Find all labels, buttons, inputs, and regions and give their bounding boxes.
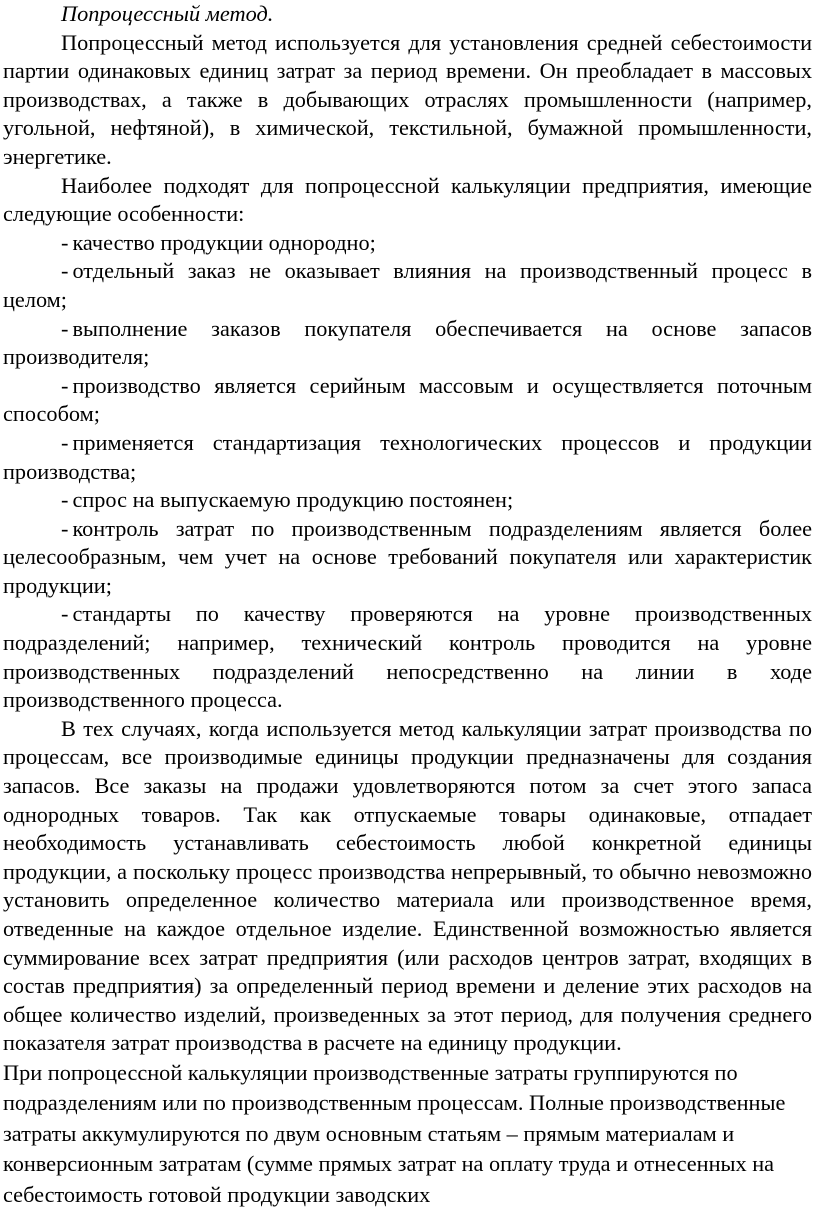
list-item-text: спрос на выпускаемую продукцию постоянен; <box>72 487 514 513</box>
list-item-text: качество продукции однородно; <box>72 229 376 255</box>
list-item-text: производство является серийным массовым и осуществляется поточным способом; <box>3 372 812 427</box>
section-heading: Попроцессный метод. <box>61 1 274 26</box>
list-item-text: применяется стандартизация технологических процессов и продукции производства; <box>3 429 812 484</box>
list-item <box>3 429 812 486</box>
list-item <box>3 486 812 515</box>
list-item-text: отдельный заказ не оказывает влияния на производственный процесс в целом; <box>3 258 812 312</box>
list-item <box>3 257 812 314</box>
list-dash: - <box>61 258 69 284</box>
paragraph-suitable-enterprises: Наиболее подходят для попроцессной калькуляции предприятия, имеющие следующие особенности: <box>3 172 812 227</box>
paragraph-process-costing-explanation: В тех случаях, когда используется метод калькуляции затрат производства по процессам, все производимые единицы продукции предназначены для создания запасов. Все заказы на продажи удовлетворяются потом за счет этого запаса однородных товаров. Так как отпускаемые товары одинаковые, отпадает необходимость устанавливать себестоимость любой конкретной единицы продукции, а поскольку процесс производства непрерывный, то обычно невозможно установить определенное количество материала или производственное время, отведенные на каждое отдельное изделие. Единственной возможностью является суммирование всех затрат предприятия (или расходов центров затрат, входящих в состав предприятия) за определенный период времени и деление этих расходов на общее количество изделий, произведенных за этот период, для получения среднего показателя затрат производства в расчете на единицу продукции. <box>3 715 812 1056</box>
list-dash: - <box>61 515 69 541</box>
list-item <box>3 515 812 601</box>
paragraph-cost-grouping: При попроцессной калькуляции производственные затраты группируются по подразделениям или по производственным процессам. Полные производственные затраты аккумулируются по двум основным статьям – прямым материалам и конверсионным затратам (сумме прямых затрат на оплату труда и отнесенных на себестоимость готовой продукции заводских <box>3 1059 786 1207</box>
list-item <box>3 315 812 372</box>
list-item-text: стандарты по качеству проверяются на уровне производственных подразделений; например, технический контроль проводится на уровне производственных подразделений непосредственно на линии в ходе производственного процесса. <box>3 601 812 713</box>
list-item <box>3 600 812 714</box>
list-dash: - <box>61 601 69 627</box>
list-dash: - <box>61 372 69 398</box>
list-item <box>3 229 812 258</box>
list-item-text: выполнение заказов покупателя обеспечивается на основе запасов производителя; <box>3 315 812 370</box>
list-dash: - <box>61 315 69 341</box>
list-dash: - <box>61 429 69 455</box>
list-dash: - <box>61 229 69 255</box>
paragraph-intro: Попроцессный метод используется для установления средней себестоимости партии одинаковых единиц затрат за период времени. Он преобладает в массовых производствах, а также в добывающих отраслях промышленности (например, угольной, нефтяной), в химической, текстильной, бумажной промышленности, энергетике. <box>3 29 812 169</box>
list-dash: - <box>61 487 69 513</box>
list-item-text: контроль затрат по производственным подразделениям является более целесообразным, чем учет на основе требований покупателя или характеристик продукции; <box>3 515 812 598</box>
list-item <box>3 372 812 429</box>
